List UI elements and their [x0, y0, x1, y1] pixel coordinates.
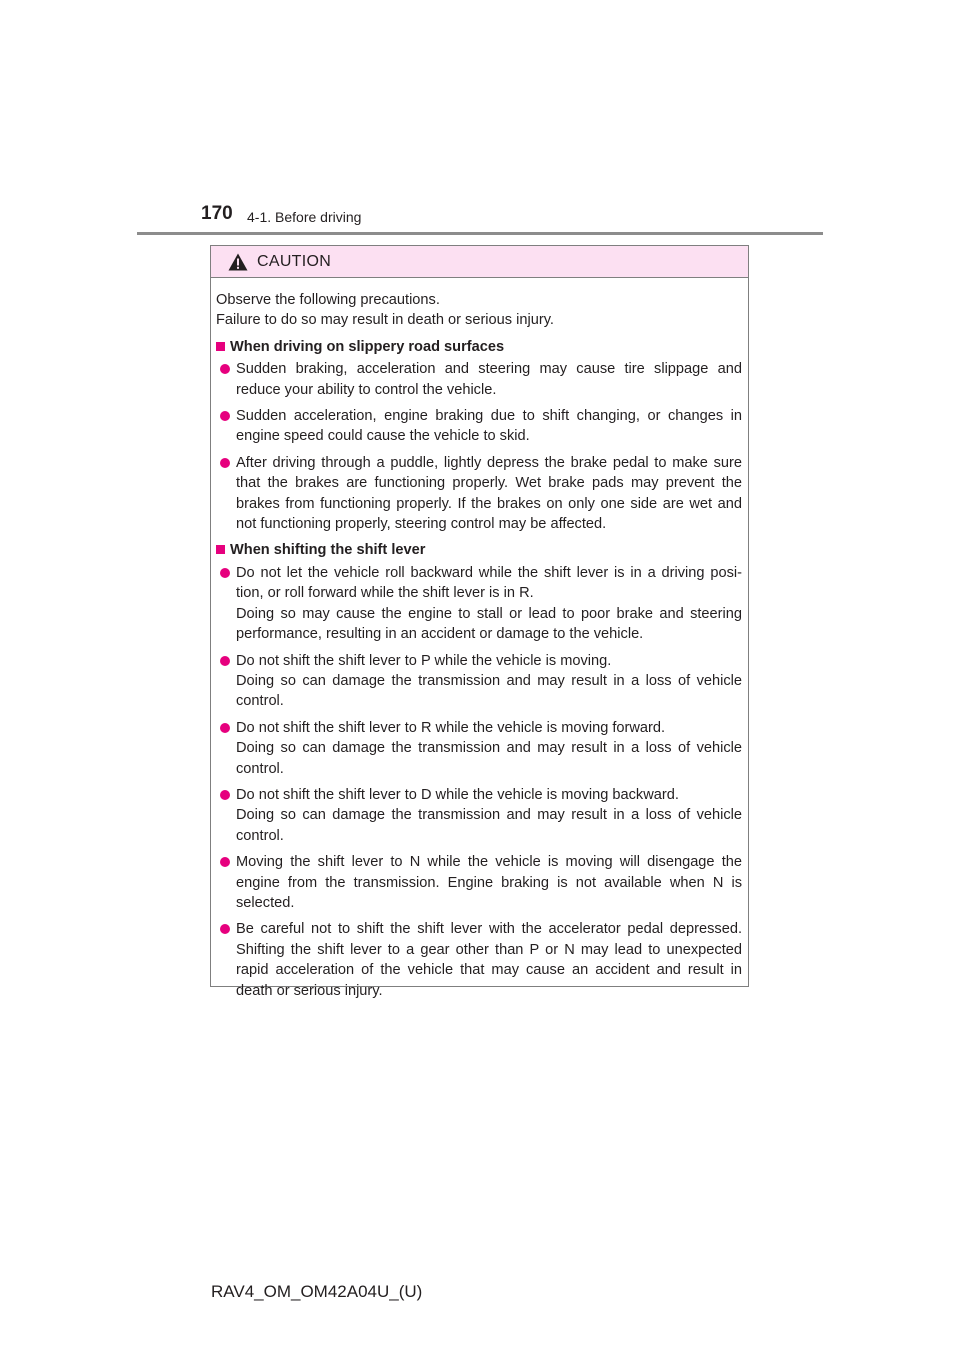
- bullet-dot-icon: [220, 656, 230, 666]
- item-text: Moving the shift lever to N while the vehicle is moving will disengage the engine from the transmission. Engine braking is not available when N is selected.: [236, 854, 742, 911]
- list-item: [220, 852, 743, 913]
- item-text: Doing so can damage the transmission and may result in a loss of vehicle control.: [236, 740, 742, 777]
- section-title: 4-1. Before driving: [247, 209, 362, 225]
- bullet-dot-icon: [220, 568, 230, 578]
- page-number: 170: [201, 203, 233, 224]
- intro-line: Failure to do so may result in death or serious injury.: [216, 312, 554, 329]
- list-item: [220, 785, 743, 846]
- item-text: Sudden braking, acceleration and steering may cause tire slippage and reduce your ability to control the vehicle.: [236, 361, 742, 398]
- item-text: After driving through a puddle, lightly depress the brake pedal to make sure that the brakes are functioning properly. Wet brake pads may prevent the brakes from functioning properly. If the brakes on only one side are wet and not functioning properly, steering control may be affected.: [236, 454, 742, 533]
- section-heading-slippery: [216, 337, 743, 357]
- bullet-dot-icon: [220, 857, 230, 867]
- item-text: Do not shift the shift lever to D while the vehicle is moving backward.: [236, 786, 679, 803]
- item-text: Do not shift the shift lever to P while the vehicle is moving.: [236, 652, 612, 669]
- list-item: [220, 919, 743, 1001]
- caution-box: [210, 245, 749, 999]
- square-bullet-icon: [216, 342, 225, 351]
- item-text: Doing so can damage the transmission and may result in a loss of vehicle control.: [236, 672, 742, 710]
- caution-header: [211, 246, 748, 278]
- bullet-dot-icon: [220, 723, 230, 733]
- item-text: Doing so can damage the transmission and may result in a loss of vehicle control.: [236, 807, 742, 844]
- list-item: [220, 406, 743, 447]
- caution-label: CAUTION: [257, 252, 332, 270]
- header-rule: [137, 232, 823, 235]
- item-text: Doing so may cause the engine to stall or lead to poor brake and steering performance, resulting in an accident or damage to the vehicle.: [236, 605, 742, 643]
- item-text: Be careful not to shift the shift lever with the accelerator pedal depressed. Shifting the shift lever to a gear other than P or N may lead to unexpected rapid acceleration of the vehicle that may cause an accident and result in death or serious injury.: [236, 921, 742, 999]
- bullet-dot-icon: [220, 364, 230, 374]
- document-code: RAV4_OM_OM42A04U_(U): [211, 1282, 423, 1301]
- intro-line: Observe the following precautions.: [216, 292, 440, 308]
- section-heading-text: When driving on slippery road surfaces: [230, 338, 505, 355]
- item-text: Sudden acceleration, engine braking due to shift changing, or changes in engine speed could cause the vehicle to skid.: [236, 408, 742, 445]
- caution-body: [211, 278, 748, 1001]
- section-heading-shifting: [216, 540, 743, 560]
- bullet-dot-icon: [220, 411, 230, 421]
- list-item: [220, 453, 743, 535]
- list-item: [220, 563, 743, 645]
- list-item: [220, 718, 743, 779]
- square-bullet-icon: [216, 545, 225, 554]
- list-item: [220, 651, 743, 712]
- warning-triangle-icon: [228, 253, 248, 271]
- section-heading-text: When shifting the shift lever: [230, 542, 426, 559]
- bullet-dot-icon: [220, 458, 230, 468]
- bullet-dot-icon: [220, 924, 230, 934]
- item-text: Do not let the vehicle roll backward while the shift lever is in a driving posi-tion, or roll forward while the shift lever is in R.: [236, 564, 742, 602]
- item-text: Do not shift the shift lever to R while the vehicle is moving forward.: [236, 719, 666, 736]
- caution-intro: [216, 290, 743, 331]
- bullet-dot-icon: [220, 790, 230, 800]
- list-item: [220, 359, 743, 400]
